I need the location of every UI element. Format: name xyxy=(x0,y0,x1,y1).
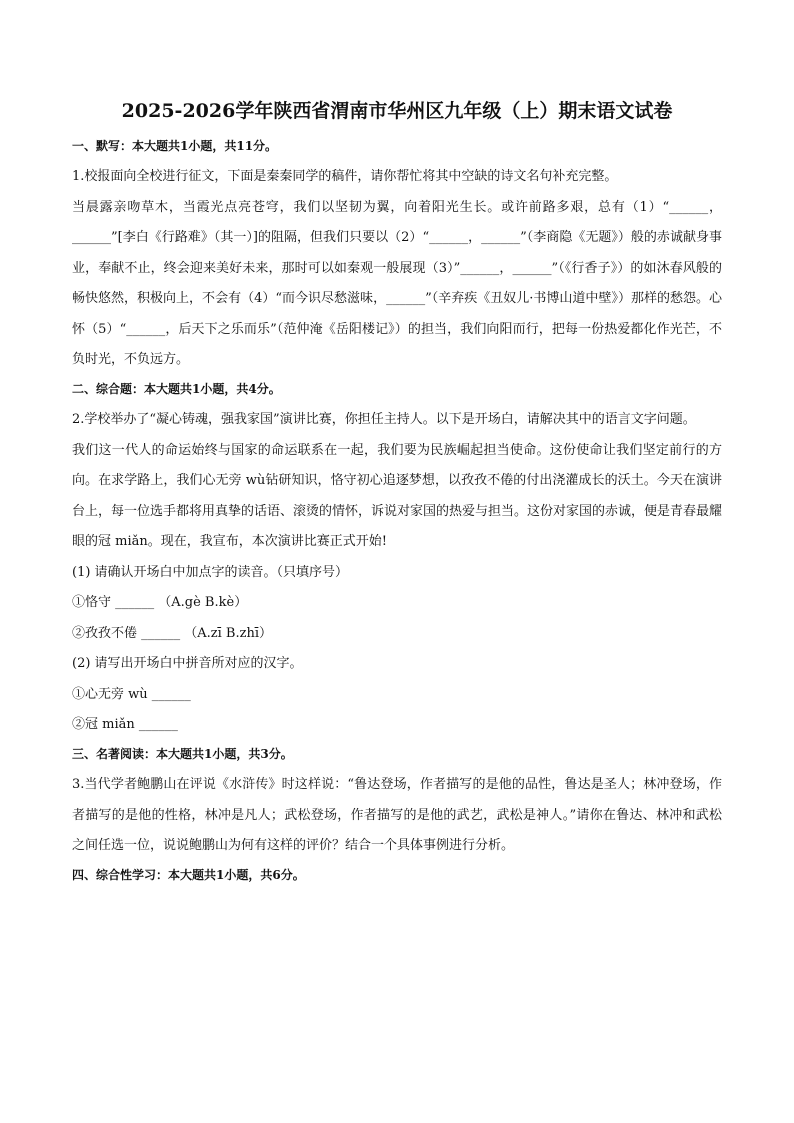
question-2-passage: 我们这一代人的命运始终与国家的命运联系在一起，我们要为民族崛起担当使命。这份使命让我们坚定前行的方向。在求学路上，我们心无旁 wù钻研知识，恪守初心追逐梦想，以孜孜不倦的付出浇灌成长的沃土。今天在演讲台上，每一位选手都将用真挚的话语、滚烫的情怀，诉说对家国的热爱与担当。这份对家国的赤诚，便是青春最耀眼的冠 miǎn。现在，我宣布，本次演讲比赛正式开始! xyxy=(72,442,723,550)
section-heading-integrated-learning: 四、综合性学习：本大题共1小题，共6分。 xyxy=(72,867,305,882)
page-title: 2025-2026学年陕西省渭南市华州区九年级（上）期末语文试卷 xyxy=(121,100,673,122)
question-2-item-4: ②冠 miǎn ______ xyxy=(72,717,178,733)
section-heading-comprehensive: 二、综合题：本大题共1小题，共4分。 xyxy=(72,381,281,396)
question-2-stem: 2.学校举办了“凝心铸魂，强我家国”演讲比赛，你担任主持人。以下是开场白，请解决其中的语言文字问题。 xyxy=(72,412,696,427)
section-heading-dictation: 一、默写：本大题共1小题，共11分。 xyxy=(72,138,278,153)
question-2-sub1: (1) 请确认开场白中加点字的读音。（只填序号） xyxy=(72,564,349,580)
question-2-item-2: ②孜孜不倦 ______ （A.zī B.zhī） xyxy=(72,625,272,641)
question-1-body: 当晨露亲吻草木，当霞光点亮苍穹，我们以坚韧为翼，向着阳光生长。或许前路多艰，总有（1）“______，______”[李白《行路难》（其一）]的阻隔，但我们只要以（2）“______，______”（李商隐《无题》）般的赤诚献身事业，奉献不止，终会迎来美好未来，那时可以如秦观一般展现（3）”______，______”（《行香子》）的如沐春风般的畅快悠然，积极向上，不会有（4）“而今识尽愁滋味，______”（辛弃疾《丑奴儿·书博山道中壁》）那样的愁怨。心怀（5）“______，后天下之乐而乐”（范仲淹《岳阳楼记》）的担当，我们向阳而行，把每一份热爱都化作光芒，不负时光，不负远方。 xyxy=(72,199,722,368)
section-heading-classics: 三、名著阅读：本大题共1小题，共3分。 xyxy=(72,747,293,762)
question-2-item-3: ①心无旁 wù ______ xyxy=(72,686,191,702)
question-1-stem: 1.校报面向全校进行征文，下面是秦秦同学的稿件，请你帮忙将其中空缺的诗文名句补充完整。 xyxy=(72,168,618,184)
question-3-text: 3.当代学者鲍鹏山在评说《水浒传》时这样说：“鲁达登场，作者描写的是他的品性，鲁达是圣人；林冲登场，作者描写的是他的性格，林冲是凡人；武松登场，作者描写的是他的武艺，武松是神人。”请你在鲁达、林冲和武松之间任选一位，说说鲍鹏山为何有这样的评价？结合一个具体事例进行分析。 xyxy=(72,777,722,854)
question-2-item-1: ①恪守 ______ （A.gè B.kè） xyxy=(72,595,248,611)
question-2-sub2: (2) 请写出开场白中拼音所对应的汉字。 xyxy=(72,656,303,672)
